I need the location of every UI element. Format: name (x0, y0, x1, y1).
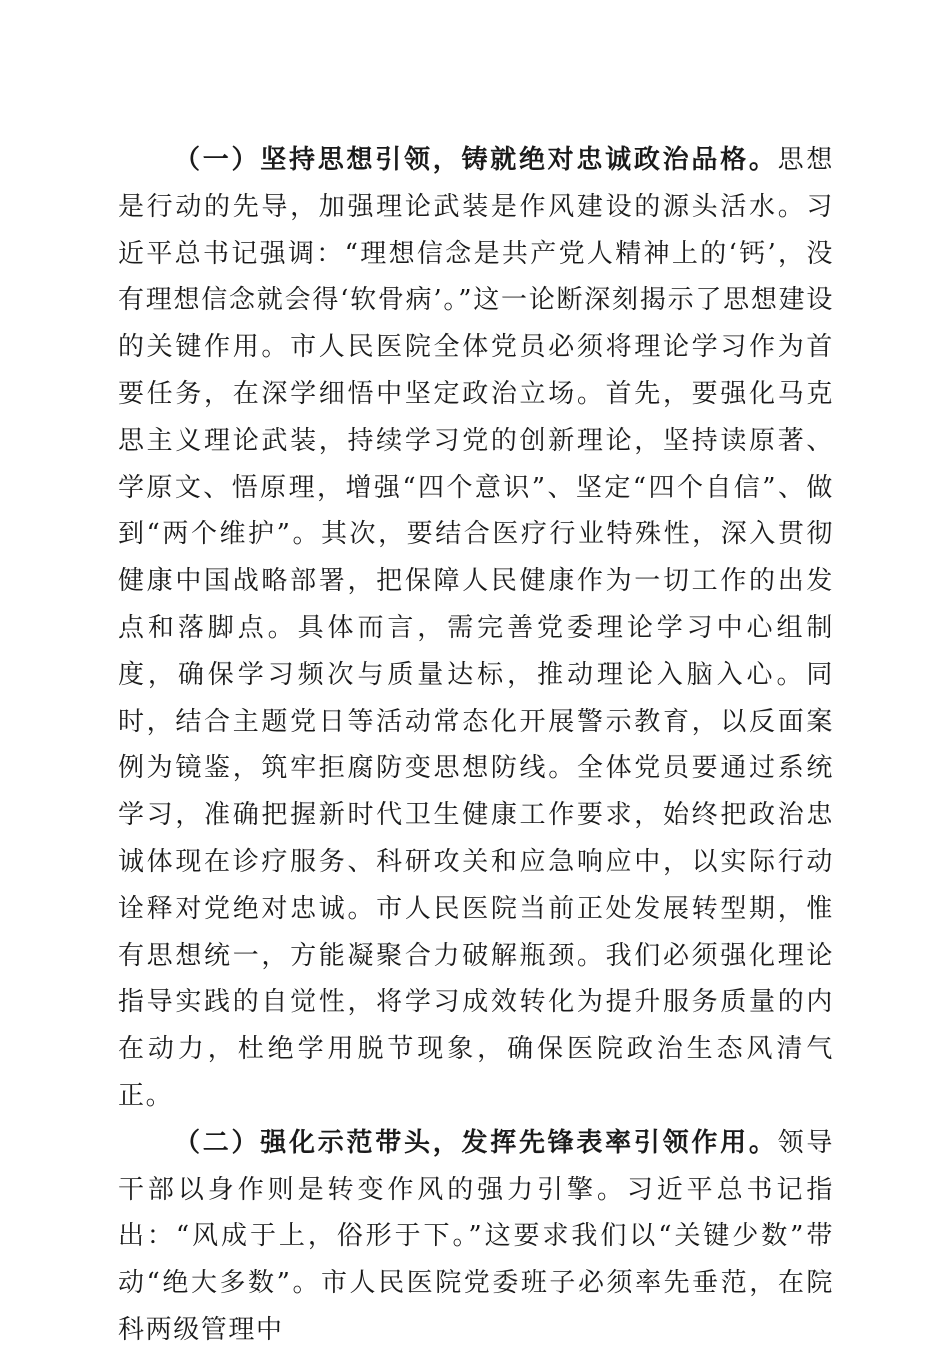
document-body (118, 137, 834, 1354)
paragraph-1-heading: （一）坚持思想引领，铸就绝对忠诚政治品格。 (174, 145, 778, 175)
paragraph-2 (118, 1120, 834, 1354)
paragraph-2-heading: （二）强化示范带头，发挥先锋表率引领作用。 (174, 1127, 778, 1158)
paragraph-1 (118, 137, 834, 1120)
paragraph-1-text: 思想是行动的先导，加强理论武装是作风建设的源头活水。习近平总书记强调：“理想信念是共产党人精神上的‘钙’，没有理想信念就会得‘软骨病’。”这一论断深刻揭示了思想建设的关键作用。市人民医院全体党员必须将理论学习作为首要任务，在深学细悟中坚定政治立场。首先，要强化马克思主义理论武装，持续学习党的创新理论，坚持读原著、学原文、悟原理，增强“四个意识”、坚定“四个自信”、做到“两个维护”。其次，要结合医疗行业特殊性，深入贯彻健康中国战略部署，把保障人民健康作为一切工作的出发点和落脚点。具体而言，需完善党委理论学习中心组制度，确保学习频次与质量达标，推动理论入脑入心。同时，结合主题党日等活动常态化开展警示教育，以反面案例为镜鉴，筑牢拒腐防变思想防线。全体党员要通过系统学习，准确把握新时代卫生健康工作要求，始终把政治忠诚体现在诊疗服务、科研攻关和应急响应中，以实际行动诠释对党绝对忠诚。市人民医院当前正处发展转型期，惟有思想统一，方能凝聚合力破解瓶颈。我们必须强化理论指导实践的自觉性，将学习成效转化为提升服务质量的内在动力，杜绝学用脱节现象，确保医院政治生态风清气正。 (118, 145, 835, 1111)
paragraph-2-text: 领导干部以身作则是转变作风的强力引擎。习近平总书记指出：“风成于上，俗形于下。”这要求我们以“关键少数”带动“绝大多数”。市人民医院党委班子必须率先垂范，在院科两级管理中 (118, 1127, 835, 1345)
